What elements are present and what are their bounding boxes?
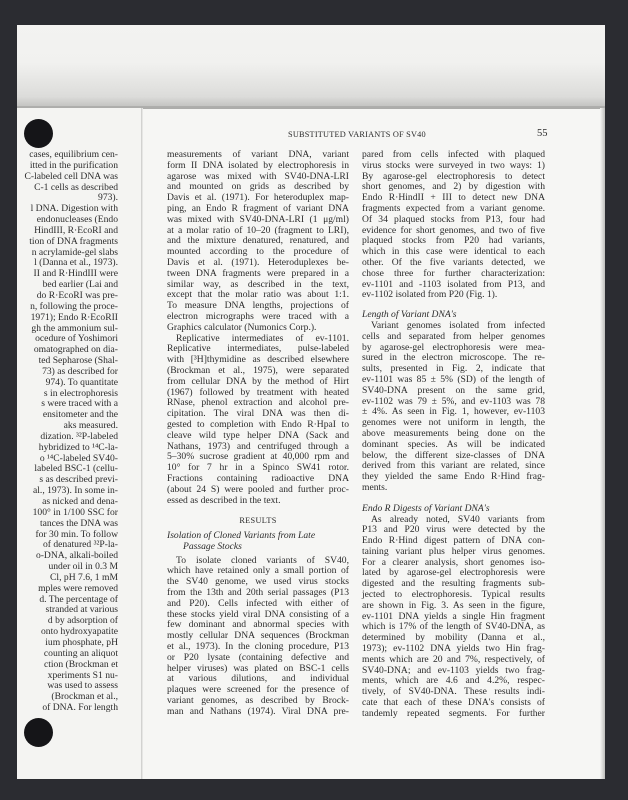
text-line: for 30 min. To follow [35, 528, 118, 540]
text-line: do R·EcoRI was pre- [36, 289, 118, 301]
text-line: are shown in Fig. 3. As seen in the figure, [362, 599, 545, 611]
text-line: Replicative intermediates of ev-1101. [176, 332, 349, 344]
page-number: 55 [537, 128, 548, 139]
paragraph [362, 321, 545, 494]
text-line: Variant genomes isolated from infected [371, 319, 545, 331]
text-line: cases, equilibrium cen- [29, 150, 118, 160]
text-line: tion of DNA fragments [29, 235, 118, 247]
text-line: measurements of variant DNA, variant [167, 149, 349, 160]
text-line: above measurements being done on the [362, 427, 545, 439]
text-line: agarose was mixed with SV40-DNA-LRI [167, 170, 349, 182]
text-line: SV40-DNA; and ev-1103 yields two frag- [362, 664, 545, 676]
text-line: from cellular DNA by the method of Hirt [167, 375, 349, 387]
text-line: Passage Stocks [183, 540, 242, 552]
text-line: 973). [98, 192, 118, 204]
text-line: few dominant and abnormal species with [167, 619, 349, 631]
page-right-edge [600, 108, 605, 779]
text-line: dominant species. As will be indicated [362, 438, 545, 450]
text-line: 73) as described for [42, 365, 118, 377]
text-line: 5–30% sucrose gradient at 40,000 rpm and [167, 451, 349, 463]
text-line: jected to electrophoresis. Typical results [362, 589, 545, 601]
text-line: Isolation of Cloned Variants from Late [167, 530, 316, 542]
text-line: ev-1102 isolated from P20 (Fig. 1). [362, 289, 498, 301]
paragraph [167, 556, 349, 718]
text-line: endonucleases (Endo [36, 214, 118, 226]
text-line: C-1 cells as described [34, 181, 118, 193]
text-line: tween DNA fragments were prepared in a [167, 267, 349, 279]
text-line: ium phosphate, pH [45, 636, 118, 648]
text-line: and P20). Cells infected with either of [167, 597, 349, 609]
text-line: s as described previ- [39, 474, 118, 486]
text-line: ted Sepharose (Shal- [38, 355, 118, 367]
text-line: Of 34 plaqued stocks from P13, four had [362, 213, 545, 225]
text-line: Graphics calculator (Numonics Corp.). [167, 321, 317, 333]
text-line: by agarose-gel electrophoresis were mea- [362, 341, 545, 353]
text-line: itted in the purification [29, 159, 118, 171]
running-title: SUBSTITUTED VARIANTS OF SV40 [288, 130, 426, 139]
text-line: essed as described in the text. [167, 494, 281, 506]
text-line: ction (Brockman et [43, 658, 118, 670]
text-line: (1967) followed by treatment with heated [167, 386, 349, 398]
text-line: and the mixture denatured, renatured, and [167, 235, 349, 247]
text-line: et al., 1973). In the cloning procedure, P13 [167, 641, 349, 653]
text-line: n, following the proce- [30, 300, 118, 312]
text-line: labeled BSC-1 (cellu- [34, 463, 118, 475]
text-line: ev-1101 DNA yields a single Hin fragment [362, 610, 545, 622]
text-line: Nathans, 1973) and centrifuged through a [167, 440, 349, 452]
text-line: determined by mobility (Danna et al., [362, 632, 545, 644]
text-line: was mixed with SV40-DNA-LRI (1 μg/ml) [167, 213, 349, 225]
text-line: under oil in 0.3 M [48, 561, 118, 573]
text-line: 1971); Endo R·EcoRII [30, 311, 118, 323]
text-line: ocedure of Yoshimori [35, 333, 118, 345]
text-line: cells and separated from helper genomes [362, 330, 545, 342]
text-line: ping, an Endo R fragment of variant DNA [167, 202, 349, 214]
text-line: ev-1101 was 85 ± 5% (SD) of the length of [362, 373, 545, 385]
text-line: fragments expected from a variant genome. [362, 202, 545, 214]
text-line: al., 1973). In some in- [33, 485, 118, 497]
right-text-column [362, 150, 545, 720]
text-line: C-labeled cell DNA was [24, 170, 118, 182]
text-line: As already noted, SV40 variants from [371, 513, 545, 525]
text-line: genomes were not uniform in length, the [362, 417, 545, 429]
text-line: tances the DNA was [39, 517, 118, 529]
text-line: xperiments S1 nu- [47, 669, 118, 681]
text-line: variant genomes, as described by Brock- [167, 695, 349, 707]
text-line: virus stocks were surveyed in two ways: 1) [362, 159, 545, 171]
text-line: mples were removed [38, 582, 118, 594]
text-line: cipitation. The viral DNA was then di- [167, 408, 349, 420]
text-line: RESULTS [239, 516, 277, 526]
text-line: n acrylamide-gel slabs [31, 246, 118, 258]
text-line: which in this case were identical to each [362, 246, 545, 258]
text-line: ments which are 20 and 7%, respectively, of [362, 653, 545, 665]
text-line: 100° in 1/100 SSC for [32, 506, 118, 518]
text-line: tively, of SV40-DNA. These results indi- [362, 686, 545, 698]
section-subheading [167, 531, 349, 553]
previous-page-text-column [17, 150, 118, 714]
text-line: onto hydroxyapatite [41, 626, 118, 638]
text-line: counting an aliquot [43, 647, 118, 659]
text-line: at various dilutions, and individual [167, 673, 349, 685]
text-line: ± 4%. As seen in Fig. 1, however, ev-1103 [362, 406, 545, 418]
text-line: Replicative intermediates, pulse-labeled [167, 343, 349, 355]
text-line: which is 17% of the length of SV40-DNA, as [362, 621, 545, 633]
section-subheading [362, 504, 545, 515]
text-line: For a clearer analysis, short genomes iso- [362, 556, 545, 568]
text-line: and mounted on grids as described by [167, 181, 349, 193]
text-line: short genomes, and 2) by digestion with [362, 181, 545, 193]
text-line: sults, presented in Fig. 2, indicate that [362, 363, 545, 375]
text-line: sured in the electron microscope. The re- [362, 352, 545, 364]
text-line: Fractions containing radioactive DNA [167, 472, 349, 484]
text-line: s in electrophoresis [43, 387, 118, 399]
text-line: hybridized to ¹⁴C-la- [38, 441, 118, 453]
text-line: 974). To quantitate [45, 376, 118, 388]
text-line: l DNA. Digestion with [30, 203, 118, 215]
punch-hole-bottom [24, 718, 53, 747]
text-line: digested and the resulting fragments sub- [362, 578, 545, 590]
text-line: ev-1101 and -1103 isolated from P13, and [362, 278, 545, 290]
paragraph [167, 150, 349, 334]
text-line: cleave wild type helper DNA (Sack and [167, 429, 349, 441]
text-line: o-DNA, alkali-boiled [35, 550, 118, 562]
text-line: s were traced with a [41, 398, 118, 410]
text-line: or P20 lysate (containing defective and [167, 651, 349, 663]
text-line: chose three for further characterization: [362, 267, 545, 279]
text-line: d by adsorption of [47, 615, 118, 627]
text-line: aks measured. [63, 420, 118, 432]
paragraph [362, 150, 545, 301]
text-line: tandemly repeated segments. For further [362, 707, 545, 719]
text-line: RNase, phenol extraction and alcohol pre- [167, 397, 349, 409]
text-line: Endo R·Hind digest pattern of DNA con- [362, 535, 545, 547]
text-line: the SV40 genome, we used virus stocks [167, 576, 349, 588]
text-line: cate that each of these DNA's consists of [362, 697, 545, 709]
text-line: of DNA. For length [42, 702, 118, 714]
text-line: 1973); ev-1102 DNA yields two Hin frag- [362, 643, 545, 655]
text-line: Endo R·HindII + III to detect new DNA [362, 192, 545, 204]
page-gutter [141, 108, 143, 779]
text-line: stranded at various [45, 604, 118, 616]
text-line: gested to completion with Endo R·HpaI to [167, 418, 349, 430]
text-line: evidence for short genomes, and two of five [362, 224, 545, 236]
punch-hole-top [24, 119, 53, 148]
text-line: they yielded the same Endo R·Hind frag- [362, 471, 545, 483]
section-heading [167, 516, 349, 527]
text-line: plaqued stocks from P20 had variants, [362, 235, 545, 247]
text-line: of denatured ³²P-la- [42, 539, 118, 551]
text-line: (Brockman et al., [51, 691, 118, 703]
text-line: from the 13th and 20th serial passages (P13 [167, 587, 349, 599]
text-line: helper viruses) was plated on BSC-1 cells [167, 662, 349, 674]
text-line: taining variant plus helper virus genomes. [362, 545, 545, 557]
text-line: plaques were screened for the presence of [167, 684, 349, 696]
text-line: was used to assess [47, 680, 118, 692]
text-line: Davis et al. (1971). For heteroduplex map- [167, 192, 349, 204]
text-line: which have retained only a small portion of [167, 565, 349, 577]
text-line: ments, which are 4.6 and 4.2%, respec- [362, 675, 545, 687]
text-line: 10° for 7 hr in a Spinco SW41 rotor. [167, 462, 349, 474]
text-line: below, the different size-classes of DNA [362, 449, 545, 461]
text-line: lated by agarose-gel electrophoresis were [362, 567, 545, 579]
text-line: o ¹⁴C-labeled SV40- [39, 452, 118, 464]
text-line: at a molar ratio of 10–20 (fragment to LRI), [167, 224, 349, 236]
text-line: omatographed on dia- [33, 344, 118, 356]
text-line: ments. [362, 481, 388, 493]
text-line: Davis et al. (1971). Heteroduplexes be- [167, 256, 349, 268]
text-line: bed earlier (Lai and [42, 279, 118, 291]
paragraph [167, 334, 349, 507]
text-line: SV40-DNA present on the same grid, [362, 384, 545, 396]
text-line: dization. ³²P-labeled [40, 430, 118, 442]
text-line: these stocks yield viral DNA consisting of a [167, 608, 349, 620]
text-line: l (Danna et al., 1973). [34, 257, 118, 269]
text-line: as nicked and dena- [42, 496, 118, 507]
text-line: gh the ammonium sul- [31, 322, 118, 334]
text-line: HindIII, R·EcoRI and [34, 224, 118, 236]
text-line: pared from cells infected with plaqued [362, 149, 545, 160]
text-line: II and R·HindIII were [33, 268, 118, 280]
text-line: (about 24 S) were pooled and further proc- [167, 483, 349, 495]
text-line: Endo R Digests of Variant DNA's [362, 502, 490, 514]
text-line: To measure DNA lengths, projections of [167, 300, 349, 312]
text-line: ensitometer and the [42, 409, 118, 421]
text-line: (Brockman et al., 1975), were separated [167, 364, 349, 376]
text-line: derived from this variant are related, since [362, 460, 545, 472]
text-line: electron micrographs were traced with a [167, 310, 349, 322]
text-line: By agarose-gel electrophoresis to detect [362, 170, 545, 182]
text-line: mounted according to the procedure of [167, 246, 349, 258]
text-line: mostly cellular DNA sequences (Brockman [167, 630, 349, 642]
text-line: other. Of the five variants detected, we [362, 256, 545, 268]
page-fold-shadow [17, 25, 605, 109]
text-line: To isolate cloned variants of SV40, [176, 554, 349, 566]
text-line: Cl, pH 7.6, 1 mM [50, 571, 118, 583]
text-line: P13 and P20 virus were detected by the [362, 524, 545, 536]
text-line: with [³H]thymidine as described elsewhere [167, 354, 349, 366]
paragraph [362, 515, 545, 720]
text-line: except that the molar ratio was about 1:1. [167, 289, 349, 301]
left-text-column [167, 150, 349, 718]
text-line: d. The percentage of [39, 593, 118, 605]
text-line: ev-1102 was 79 ± 5%, and ev-1103 was 78 [362, 395, 545, 407]
text-line: Length of Variant DNA's [362, 309, 457, 321]
text-line: form II DNA isolated by electrophoresis in [167, 159, 349, 171]
text-line: man and Nathans (1974). Viral DNA pre- [167, 705, 349, 717]
text-line: similar way, as described in the text, [167, 278, 349, 290]
